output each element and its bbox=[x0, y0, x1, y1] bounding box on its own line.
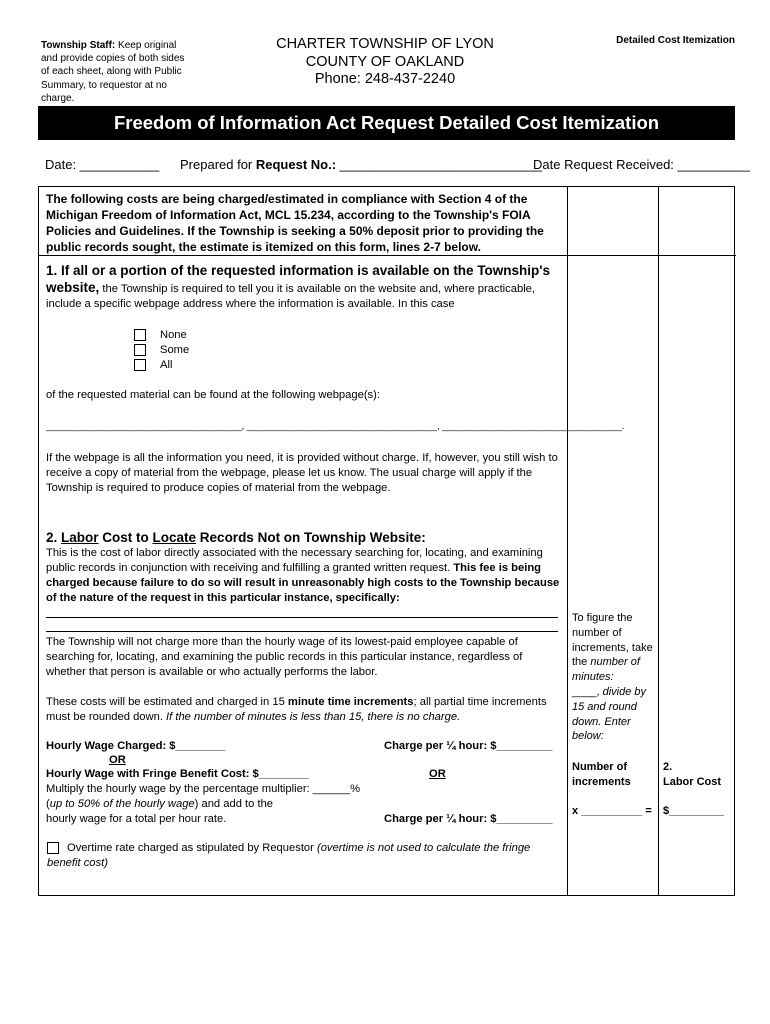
divide-text: divide by 15 and round down. Enter below: bbox=[572, 685, 647, 743]
multiplier-text bbox=[46, 782, 376, 827]
number-of-minutes: number of minutes: bbox=[572, 656, 640, 684]
minutes-blank[interactable]: ____, bbox=[572, 685, 603, 698]
multiplier-e: hourly wage for a total per hour rate. bbox=[46, 813, 227, 825]
option-all[interactable] bbox=[134, 359, 172, 371]
option-some[interactable] bbox=[134, 344, 189, 356]
section-2-para-a: This is the cost of labor directly associated with the necessary searching for, locating, and examining public records in conjunction with receiving and fulfilling a granted written request. bbox=[46, 547, 543, 574]
request-no-field[interactable] bbox=[180, 157, 542, 172]
org-county: COUNTY OF OAKLAND bbox=[305, 53, 465, 70]
increment-instructions bbox=[572, 611, 660, 744]
section-2-num: 2. bbox=[46, 530, 62, 545]
section-1-text: the Township is required to tell you it is available on the website and, where practicable, include a specific webpage address where the information is available. In this case bbox=[46, 283, 536, 310]
fringe-wage-field[interactable]: Hourly Wage with Fringe Benefit Cost: $________ bbox=[46, 768, 309, 780]
checkbox[interactable] bbox=[134, 344, 146, 356]
staff-note-text: Keep original and provide copies of both sides of each sheet, along with Public Summary, to requestor at no charge. bbox=[41, 40, 185, 104]
staff-note bbox=[41, 39, 191, 105]
org-phone: Phone: 248-437-2240 bbox=[314, 71, 456, 87]
section-2-rest: Records Not on Township Website: bbox=[196, 530, 426, 545]
incr-c: ; all partial time increments must be rounded down. bbox=[46, 696, 547, 723]
labor-cost-label bbox=[663, 760, 733, 790]
line-num: 2. bbox=[663, 761, 673, 773]
doc-label: Detailed Cost Itemization bbox=[616, 35, 735, 46]
org-block bbox=[200, 36, 570, 89]
locate-word: Locate bbox=[152, 530, 197, 545]
intro-text: The following costs are being charged/estimated in compliance with Section 4 of the Michigan Freedom of Information Act, MCL 15.234, according to the Township's FOIA Policies and Guidelines. If the Township is seeking a 50% deposit prior to providing the public records sought, the estimate is itemized on this form, lines 2-7 below. bbox=[46, 192, 544, 254]
option-label: None bbox=[160, 329, 187, 341]
overtime-row[interactable] bbox=[47, 841, 562, 871]
incr-a: These costs will be estimated and charged in 15 bbox=[46, 696, 288, 708]
charge-per-quarter-field-2[interactable]: Charge per ¼ hour: $_________ bbox=[384, 813, 553, 825]
date-field[interactable]: Date: ___________ bbox=[45, 157, 160, 172]
checkbox[interactable] bbox=[134, 359, 146, 371]
specifically-line[interactable] bbox=[46, 631, 558, 632]
request-no-line: ____________________________ bbox=[336, 157, 543, 172]
number-of-increments-label: Number of increments bbox=[572, 761, 631, 788]
specifically-line[interactable] bbox=[46, 617, 558, 618]
prepared-label: Prepared for bbox=[180, 157, 256, 172]
page-title: Freedom of Information Act Request Detailed Cost Itemization bbox=[38, 106, 735, 140]
overtime-checkbox[interactable] bbox=[47, 842, 59, 854]
website-free-text: If the webpage is all the information you need, it is provided without charge. If, however, you still wish to receive a copy of material from the webpage, please let us know. The usual charge will apply if the Township is required to produce copies of material from the webpage. bbox=[46, 452, 558, 494]
org-name: CHARTER TOWNSHIP OF LYON bbox=[276, 36, 494, 52]
cost-to-text: Cost to bbox=[98, 530, 153, 545]
incr-b: minute time increments bbox=[287, 696, 414, 708]
checkbox[interactable] bbox=[134, 329, 146, 341]
overtime-b: (overtime is not used to calculate the fringe benefit cost) bbox=[47, 842, 531, 869]
multiplier-c: up to 50% of the hourly wage bbox=[49, 798, 195, 810]
column-divider bbox=[567, 187, 568, 895]
hourly-wage-field[interactable]: Hourly Wage Charged: $________ bbox=[46, 740, 226, 752]
labor-word: Labor bbox=[61, 530, 99, 545]
or-label: OR bbox=[109, 754, 126, 766]
section-2-para bbox=[46, 546, 561, 606]
cost-table bbox=[38, 186, 735, 896]
section-2-para-b: This fee is being charged because failure to do so will result in unreasonably high costs to the Township because of the nature of the request in this particular instance, specifically: bbox=[46, 562, 560, 604]
section-1-heading: 1. If all or a portion of the requested information is available on the Township's bbox=[46, 263, 551, 278]
increments-field[interactable]: x __________ = bbox=[572, 805, 652, 817]
option-label: All bbox=[160, 359, 173, 371]
wage-text: The Township will not charge more than the hourly wage of its lowest-paid employee capable of searching for, locating, and examining the public records in this particular instance, regardless of whether that person is available or who actually performs the labor. bbox=[46, 636, 523, 678]
multiplier-a[interactable]: Multiply the hourly wage by the percentage multiplier: ______% bbox=[46, 783, 361, 795]
request-no-label: Request No.: bbox=[255, 157, 337, 172]
row-divider bbox=[39, 255, 736, 256]
section-1-heading-b: website, bbox=[46, 280, 100, 295]
section-1 bbox=[46, 263, 564, 312]
incr-d: If the number of minutes is less than 15, there is no charge. bbox=[166, 711, 461, 723]
staff-note-label: Township Staff: bbox=[41, 40, 116, 51]
figure-text: To figure the number of increments, take the bbox=[572, 612, 653, 669]
option-label: Some bbox=[160, 344, 190, 356]
date-received-field[interactable]: Date Request Received: __________ bbox=[533, 157, 750, 172]
charge-per-quarter-field-1[interactable]: Charge per ¼ hour: $_________ bbox=[384, 740, 553, 752]
option-none[interactable] bbox=[134, 329, 187, 341]
section-2-heading bbox=[46, 530, 561, 545]
labor-cost-field[interactable]: $_________ bbox=[663, 805, 725, 817]
multiplier-d: ) and add to the bbox=[194, 798, 274, 810]
increment-text bbox=[46, 695, 561, 725]
labor-cost-text: Labor Cost bbox=[663, 775, 722, 788]
overtime-a: Overtime rate charged as stipulated by Requestor bbox=[67, 842, 317, 854]
or-label: OR bbox=[429, 768, 446, 780]
webpage-blanks[interactable]: _____________________________________, ____________________________________, __________________________________. bbox=[46, 421, 625, 432]
multiplier-b: ( bbox=[46, 798, 50, 810]
found-at-text: of the requested material can be found at the following webpage(s): bbox=[46, 389, 380, 401]
